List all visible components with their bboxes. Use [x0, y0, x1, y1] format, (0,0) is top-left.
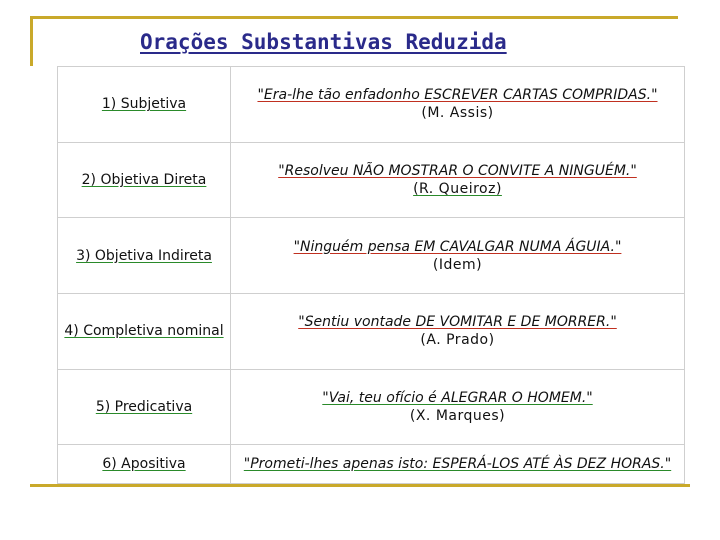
example-author: (R. Queiroz)	[413, 180, 502, 197]
clause-type-label: 6) Apositiva	[102, 456, 186, 473]
example-quote: "Resolveu NÃO MOSTRAR O CONVITE A NINGUÉM."	[278, 162, 637, 179]
table-row	[58, 218, 685, 294]
example-cell	[231, 67, 685, 143]
frame-top-rule	[30, 16, 678, 19]
clause-type-cell	[58, 67, 231, 143]
clause-type-cell	[58, 445, 231, 484]
example-quote: "Sentiu vontade DE VOMITAR E DE MORRER."	[298, 314, 617, 331]
clause-type-label: 2) Objetiva Direta	[81, 171, 207, 188]
table-row	[58, 445, 685, 484]
example-cell	[231, 369, 685, 445]
clause-type-label: 3) Objetiva Indireta	[76, 247, 212, 264]
clause-type-cell	[58, 218, 231, 294]
example-cell	[231, 142, 685, 218]
example-quote: "Ninguém pensa EM CAVALGAR NUMA ÁGUIA."	[293, 238, 622, 255]
table-row	[58, 67, 685, 143]
example-quote: "Era-lhe tão enfadonho ESCREVER CARTAS COMPRIDAS."	[257, 87, 658, 104]
example-cell	[231, 218, 685, 294]
table-row	[58, 142, 685, 218]
clause-type-cell	[58, 142, 231, 218]
example-author: (M. Assis)	[421, 105, 494, 122]
example-cell	[231, 293, 685, 369]
clause-type-cell	[58, 293, 231, 369]
example-quote: "Prometi-lhes apenas isto: ESPERÁ-LOS ATÉ ÀS DEZ HORAS."	[243, 456, 672, 473]
example-quote: "Vai, teu ofício é ALEGRAR O HOMEM."	[322, 389, 593, 406]
table-row	[58, 369, 685, 445]
clause-table	[57, 66, 685, 484]
example-author: (Idem)	[432, 256, 483, 273]
table-row	[58, 293, 685, 369]
clause-type-label: 5) Predicativa	[95, 398, 193, 415]
clause-type-label: 4) Completiva nominal	[64, 323, 224, 340]
clause-type-cell	[58, 369, 231, 445]
clause-type-label: 1) Subjetiva	[101, 96, 187, 113]
example-cell	[231, 445, 685, 484]
frame-bottom-rule	[30, 484, 690, 487]
example-author: (X. Marques)	[409, 407, 506, 424]
frame-left-rule	[30, 16, 33, 66]
example-author: (A. Prado)	[420, 332, 495, 349]
slide-title: Orações Substantivas Reduzida	[140, 30, 507, 54]
